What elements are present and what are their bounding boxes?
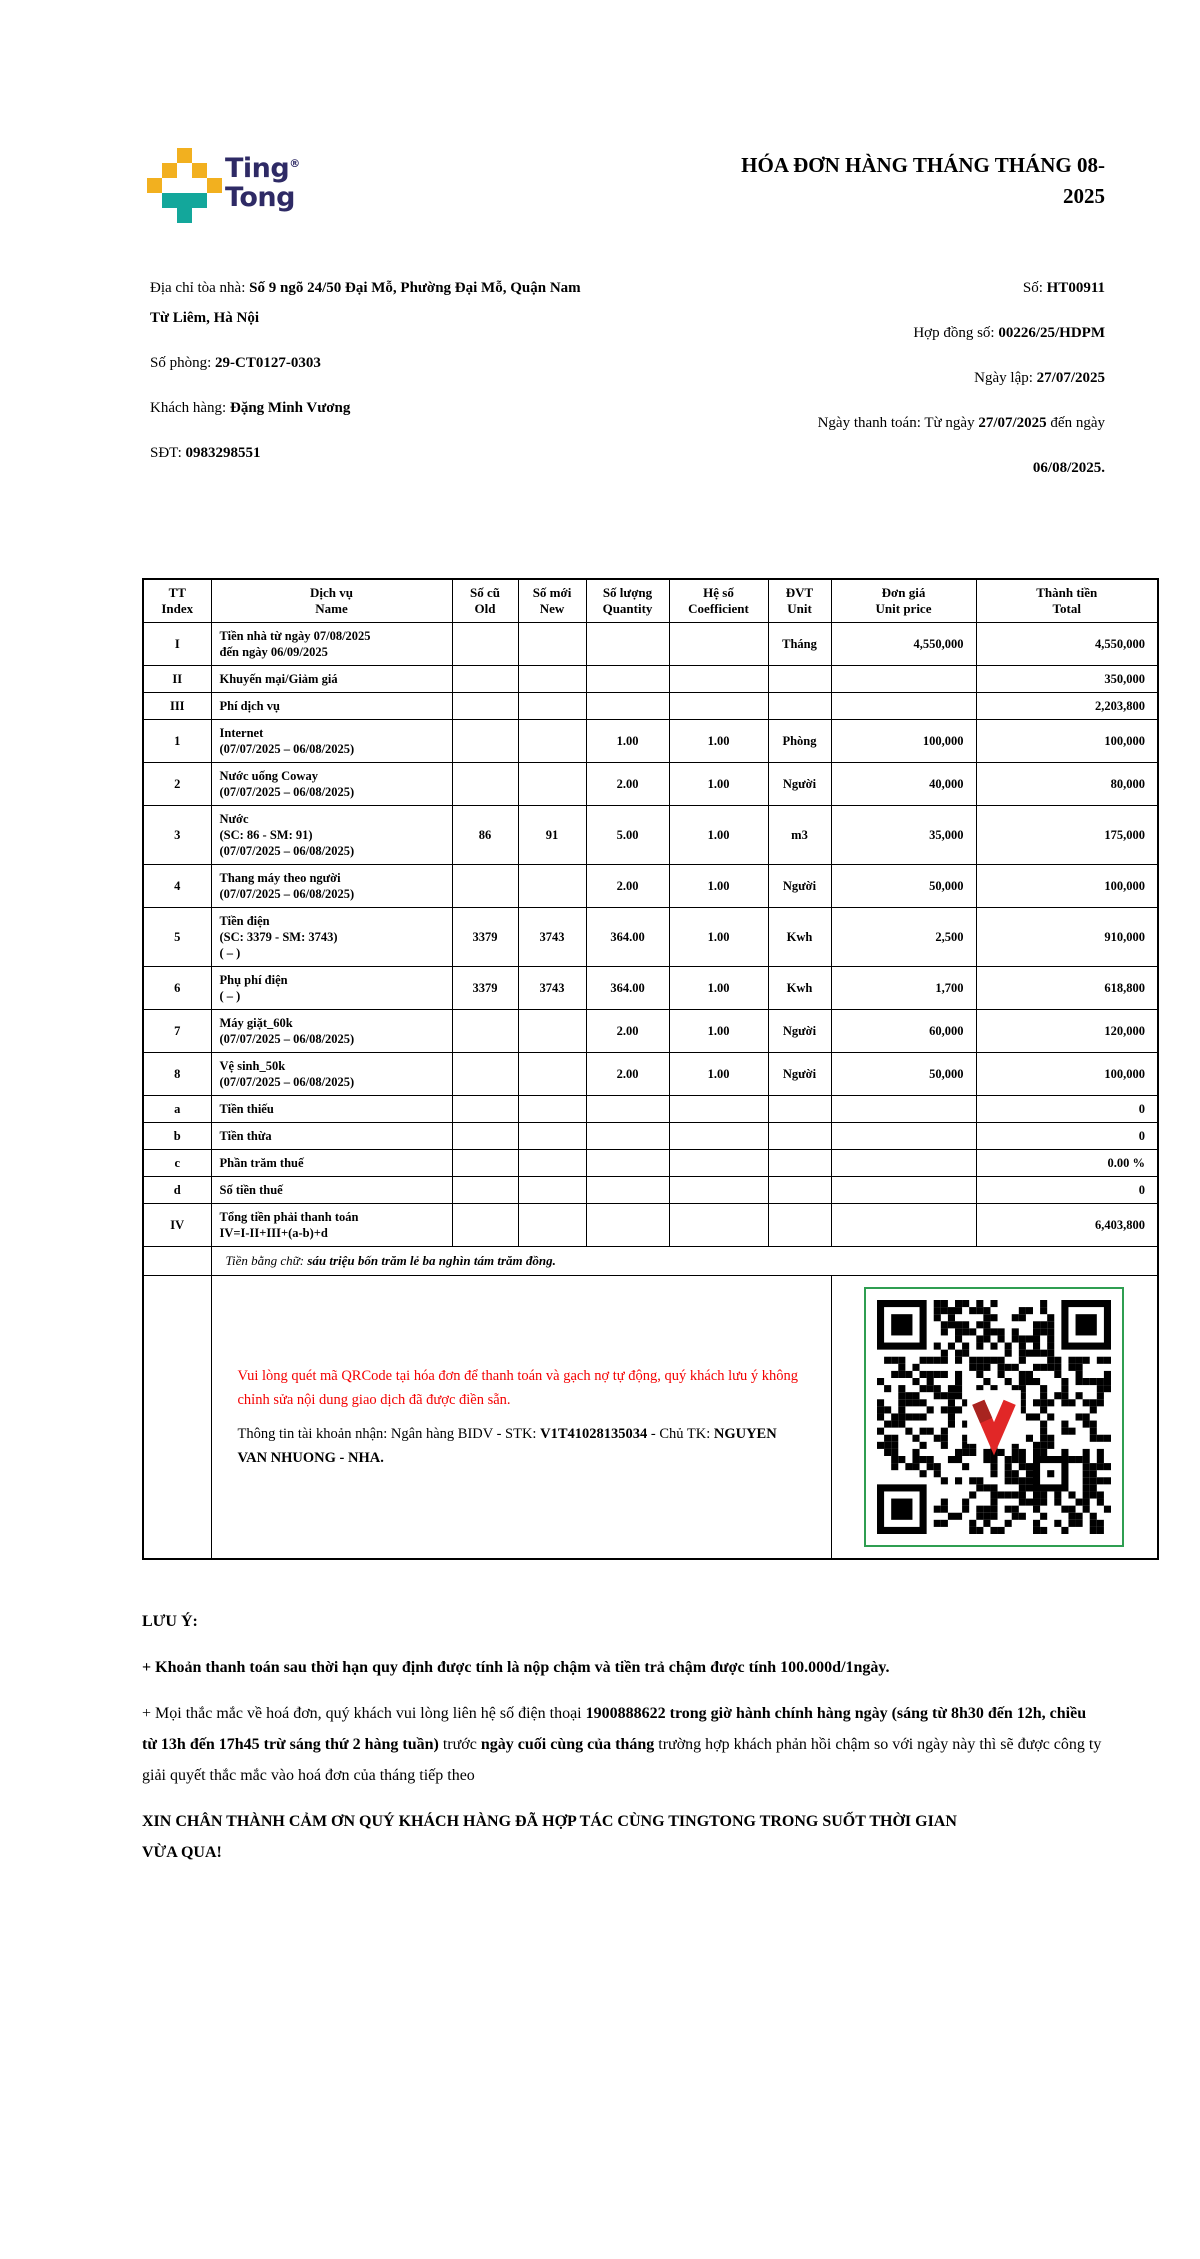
cell-quantity [586,1096,669,1123]
cell-coefficient: 1.00 [669,806,768,865]
cell-unit-price [831,1204,976,1247]
cell-quantity: 2.00 [586,1053,669,1096]
cell-index: I [143,623,211,666]
cell-coefficient [669,693,768,720]
cell-old: 3379 [452,967,518,1010]
cell-total: 80,000 [976,763,1158,806]
cell-new [518,720,586,763]
qr-payment-row [143,1276,1158,1559]
cell-unit: Người [768,865,831,908]
table-row-3 [143,806,1158,865]
info-line: Ngày lập: 27/07/2025 [974,370,1105,386]
cell-total: 350,000 [976,666,1158,693]
cell-old [452,865,518,908]
cell-total: 0 [976,1177,1158,1204]
info-line: Hợp đồng số: 00226/25/HDPM [913,325,1105,341]
cell-coefficient: 1.00 [669,1053,768,1096]
footer-notes [142,1606,1105,1868]
cell-unit [768,1096,831,1123]
cell-coefficient [669,1123,768,1150]
cell-quantity: 2.00 [586,763,669,806]
empty-index-cell [143,1247,211,1276]
cell-old [452,763,518,806]
cell-index: 2 [143,763,211,806]
cell-total: 4,550,000 [976,623,1158,666]
cell-coefficient: 1.00 [669,967,768,1010]
cell-total: 175,000 [976,806,1158,865]
cell-name: Internet (07/07/2025 – 06/08/2025) [211,720,452,763]
empty-index-cell [143,1276,211,1559]
cell-unit: m3 [768,806,831,865]
cell-new [518,865,586,908]
cell-quantity [586,666,669,693]
table-row-1 [143,720,1158,763]
cell-name: Phần trăm thuế [211,1150,452,1177]
cell-unit-price: 40,000 [831,763,976,806]
table-row-7 [143,1010,1158,1053]
info-line: Khách hàng: Đặng Minh Vương [150,400,351,416]
cell-index: c [143,1150,211,1177]
info-line: Ngày thanh toán: Từ ngày 27/07/2025 đến ngày [817,415,1105,431]
cell-old [452,1123,518,1150]
cell-old: 3379 [452,908,518,967]
cell-unit-price [831,1123,976,1150]
notes-heading: LƯU Ý: [142,1612,198,1630]
cell-total: 0.00 % [976,1150,1158,1177]
cell-unit: Người [768,1053,831,1096]
cell-unit-price: 50,000 [831,1053,976,1096]
table-row-III [143,693,1158,720]
cell-index: II [143,666,211,693]
info-line: Địa chỉ tòa nhà: Số 9 ngõ 24/50 Đại Mỗ, Phường Đại Mỗ, Quận Nam Từ Liêm, Hà Nội [150,280,581,326]
cell-index: 5 [143,908,211,967]
cell-name: Tổng tiền phải thanh toán IV=I-II+III+(a-b)+d [211,1204,452,1247]
cell-unit-price: 2,500 [831,908,976,967]
amount-in-words-row [143,1247,1158,1276]
cell-index: 4 [143,865,211,908]
column-header-quantity: Số lượng Quantity [586,579,669,623]
cell-old [452,1053,518,1096]
column-header-total: Thành tiền Total [976,579,1158,623]
cell-unit: Người [768,1010,831,1053]
cell-index: 1 [143,720,211,763]
cell-unit: Người [768,763,831,806]
cell-old: 86 [452,806,518,865]
cell-coefficient [669,1204,768,1247]
building-customer-info [150,273,597,498]
table-row-8 [143,1053,1158,1096]
table-row-I [143,623,1158,666]
cell-index: III [143,693,211,720]
registered-mark: ® [289,157,300,170]
cell-coefficient [669,1150,768,1177]
column-header-new: Số mới New [518,579,586,623]
cell-unit: Phòng [768,720,831,763]
cell-total: 100,000 [976,1053,1158,1096]
cell-new [518,693,586,720]
cell-unit-price: 1,700 [831,967,976,1010]
cell-old [452,1204,518,1247]
cell-name: Vệ sinh_50k (07/07/2025 – 06/08/2025) [211,1053,452,1096]
column-header-unit: ĐVT Unit [768,579,831,623]
cell-quantity [586,693,669,720]
cell-quantity [586,623,669,666]
logo-tong: Tong [225,182,295,213]
column-header-name: Dịch vụ Name [211,579,452,623]
column-header-old: Số cũ Old [452,579,518,623]
cell-new [518,1096,586,1123]
column-header-coefficient: Hệ số Coefficient [669,579,768,623]
cell-index: a [143,1096,211,1123]
cell-unit-price: 50,000 [831,865,976,908]
cell-total: 910,000 [976,908,1158,967]
cell-old [452,720,518,763]
tingtong-logo-icon [147,148,222,238]
table-header-row [143,579,1158,623]
cell-unit [768,693,831,720]
cell-coefficient [669,666,768,693]
cell-old [452,1010,518,1053]
invoice-meta-info [597,273,1105,498]
cell-new [518,1204,586,1247]
cell-unit-price [831,1096,976,1123]
info-line: SĐT: 0983298551 [150,445,261,461]
cell-unit [768,666,831,693]
table-row-IV [143,1204,1158,1247]
table-row-4 [143,865,1158,908]
info-line: 06/08/2025. [1032,460,1105,476]
cell-name: Máy giặt_60k (07/07/2025 – 06/08/2025) [211,1010,452,1053]
cell-new [518,1177,586,1204]
invoice-title [741,150,1105,212]
cell-new [518,1150,586,1177]
cell-new: 91 [518,806,586,865]
cell-coefficient: 1.00 [669,763,768,806]
cell-unit-price: 35,000 [831,806,976,865]
cell-new: 3743 [518,967,586,1010]
cell-name: Phí dịch vụ [211,693,452,720]
qr-code-cell [831,1276,1158,1559]
late-payment-note: + Khoản thanh toán sau thời hạn quy định được tính là nộp chậm và tiền trả chậm được tính 100.000d/1ngày. [142,1658,890,1676]
cell-index: 6 [143,967,211,1010]
cell-unit [768,1150,831,1177]
cell-quantity: 364.00 [586,967,669,1010]
cell-quantity [586,1177,669,1204]
cell-name: Nước uống Coway (07/07/2025 – 06/08/2025) [211,763,452,806]
table-row-c [143,1150,1158,1177]
cell-total: 100,000 [976,865,1158,908]
cell-name: Tiền thiếu [211,1096,452,1123]
thank-you-note: XIN CHÂN THÀNH CẢM ƠN QUÝ KHÁCH HÀNG ĐÃ HỢP TÁC CÙNG TINGTONG TRONG SUỐT THỜI GIAN VỪA QUA! [142,1812,957,1861]
cell-coefficient: 1.00 [669,865,768,908]
cell-total: 120,000 [976,1010,1158,1053]
cell-index: 8 [143,1053,211,1096]
cell-unit-price [831,666,976,693]
cell-index: d [143,1177,211,1204]
cell-unit-price [831,1177,976,1204]
info-line: Số: HT00911 [1022,280,1105,296]
cell-coefficient [669,1096,768,1123]
tingtong-logo [147,148,447,243]
column-header-unit-price: Đơn giá Unit price [831,579,976,623]
cell-unit-price [831,693,976,720]
cell-total: 0 [976,1123,1158,1150]
cell-new [518,763,586,806]
cell-name: Số tiền thuế [211,1177,452,1204]
cell-new: 3743 [518,908,586,967]
qr-code [864,1287,1124,1547]
table-row-5 [143,908,1158,967]
cell-old [452,1150,518,1177]
cell-new [518,666,586,693]
cell-name: Nước (SC: 86 - SM: 91) (07/07/2025 – 06/08/2025) [211,806,452,865]
cell-name: Thang máy theo người (07/07/2025 – 06/08/2025) [211,865,452,908]
cell-unit-price: 4,550,000 [831,623,976,666]
cell-total: 100,000 [976,720,1158,763]
cell-total: 618,800 [976,967,1158,1010]
cell-index: IV [143,1204,211,1247]
cell-quantity [586,1123,669,1150]
cell-name: Tiền thừa [211,1123,452,1150]
cell-old [452,1177,518,1204]
cell-unit [768,1123,831,1150]
cell-index: 7 [143,1010,211,1053]
info-line: Số phòng: 29-CT0127-0303 [150,355,321,371]
cell-quantity: 1.00 [586,720,669,763]
cell-quantity [586,1150,669,1177]
cell-unit-price [831,1150,976,1177]
logo-wordmark [225,149,300,212]
cell-coefficient [669,623,768,666]
cell-index: 3 [143,806,211,865]
cell-new [518,1010,586,1053]
invoice-title-line2: 2025 [1063,184,1105,208]
header [0,0,1200,243]
cell-total: 0 [976,1096,1158,1123]
vietqr-v-icon [979,1402,987,1420]
cell-new [518,1123,586,1150]
qr-pattern [877,1300,1111,1534]
cell-name: Khuyến mại/Giảm giá [211,666,452,693]
table-row-II [143,666,1158,693]
cell-unit: Kwh [768,967,831,1010]
cell-name: Tiền điện (SC: 3379 - SM: 3743) ( – ) [211,908,452,967]
cell-unit [768,1177,831,1204]
cell-name: Phụ phí điện ( – ) [211,967,452,1010]
cell-quantity: 2.00 [586,865,669,908]
cell-quantity: 5.00 [586,806,669,865]
cell-coefficient: 1.00 [669,1010,768,1053]
table-row-6 [143,967,1158,1010]
bank-account-info: Thông tin tài khoản nhận: Ngân hàng BIDV - STK: V1T41028135034 - Chủ TK: NGUYEN VAN NHUONG - NHA. [237,1425,777,1466]
column-header-index: TT Index [143,579,211,623]
cell-unit: Tháng [768,623,831,666]
cell-total: 2,203,800 [976,693,1158,720]
cell-old [452,1096,518,1123]
cell-unit: Kwh [768,908,831,967]
cell-unit [768,1204,831,1247]
cell-index: b [143,1123,211,1150]
cell-coefficient: 1.00 [669,908,768,967]
table-row-b [143,1123,1158,1150]
logo-ting: Ting® [225,153,300,184]
cell-quantity: 364.00 [586,908,669,967]
cell-name: Tiền nhà từ ngày 07/08/2025 đến ngày 06/09/2025 [211,623,452,666]
table-row-d [143,1177,1158,1204]
cell-coefficient [669,1177,768,1204]
invoice-title-line1: HÓA ĐƠN HÀNG THÁNG THÁNG 08- [741,153,1105,177]
qr-red-note: Vui lòng quét mã QRCode tại hóa đơn để thanh toán và gạch nợ tự động, quý khách lưu ý không chỉnh sửa nội dung giao dịch đã được điền sẵn. [237,1367,799,1408]
cell-quantity: 2.00 [586,1010,669,1053]
cell-new [518,623,586,666]
cell-total: 6,403,800 [976,1204,1158,1247]
cell-unit-price: 60,000 [831,1010,976,1053]
amount-in-words: Tiền bằng chữ: sáu triệu bốn trăm lẻ ba nghìn tám trăm đồng. [211,1247,1158,1276]
invoice-table [142,578,1159,1560]
cell-quantity [586,1204,669,1247]
table-row-a [143,1096,1158,1123]
hotline-note: + Mọi thắc mắc về hoá đơn, quý khách vui lòng liên hệ số điện thoại 1900888622 trong giờ hành chính hàng ngày (sáng từ 8h30 đến 12h, chiều từ 13h đến 17h45 trừ sáng thứ 2 hàng tuần) trước ngày cuối cùng của tháng trường hợp khách phản hồi chậm so với ngày này thì sẽ được công ty giải quyết thắc mắc vào hoá đơn của tháng tiếp theo [142,1704,1102,1784]
cell-old [452,623,518,666]
invoice-info [0,273,1200,498]
cell-new [518,1053,586,1096]
cell-old [452,666,518,693]
table-row-2 [143,763,1158,806]
cell-old [452,693,518,720]
cell-unit-price: 100,000 [831,720,976,763]
cell-coefficient: 1.00 [669,720,768,763]
payment-instructions [211,1276,831,1559]
